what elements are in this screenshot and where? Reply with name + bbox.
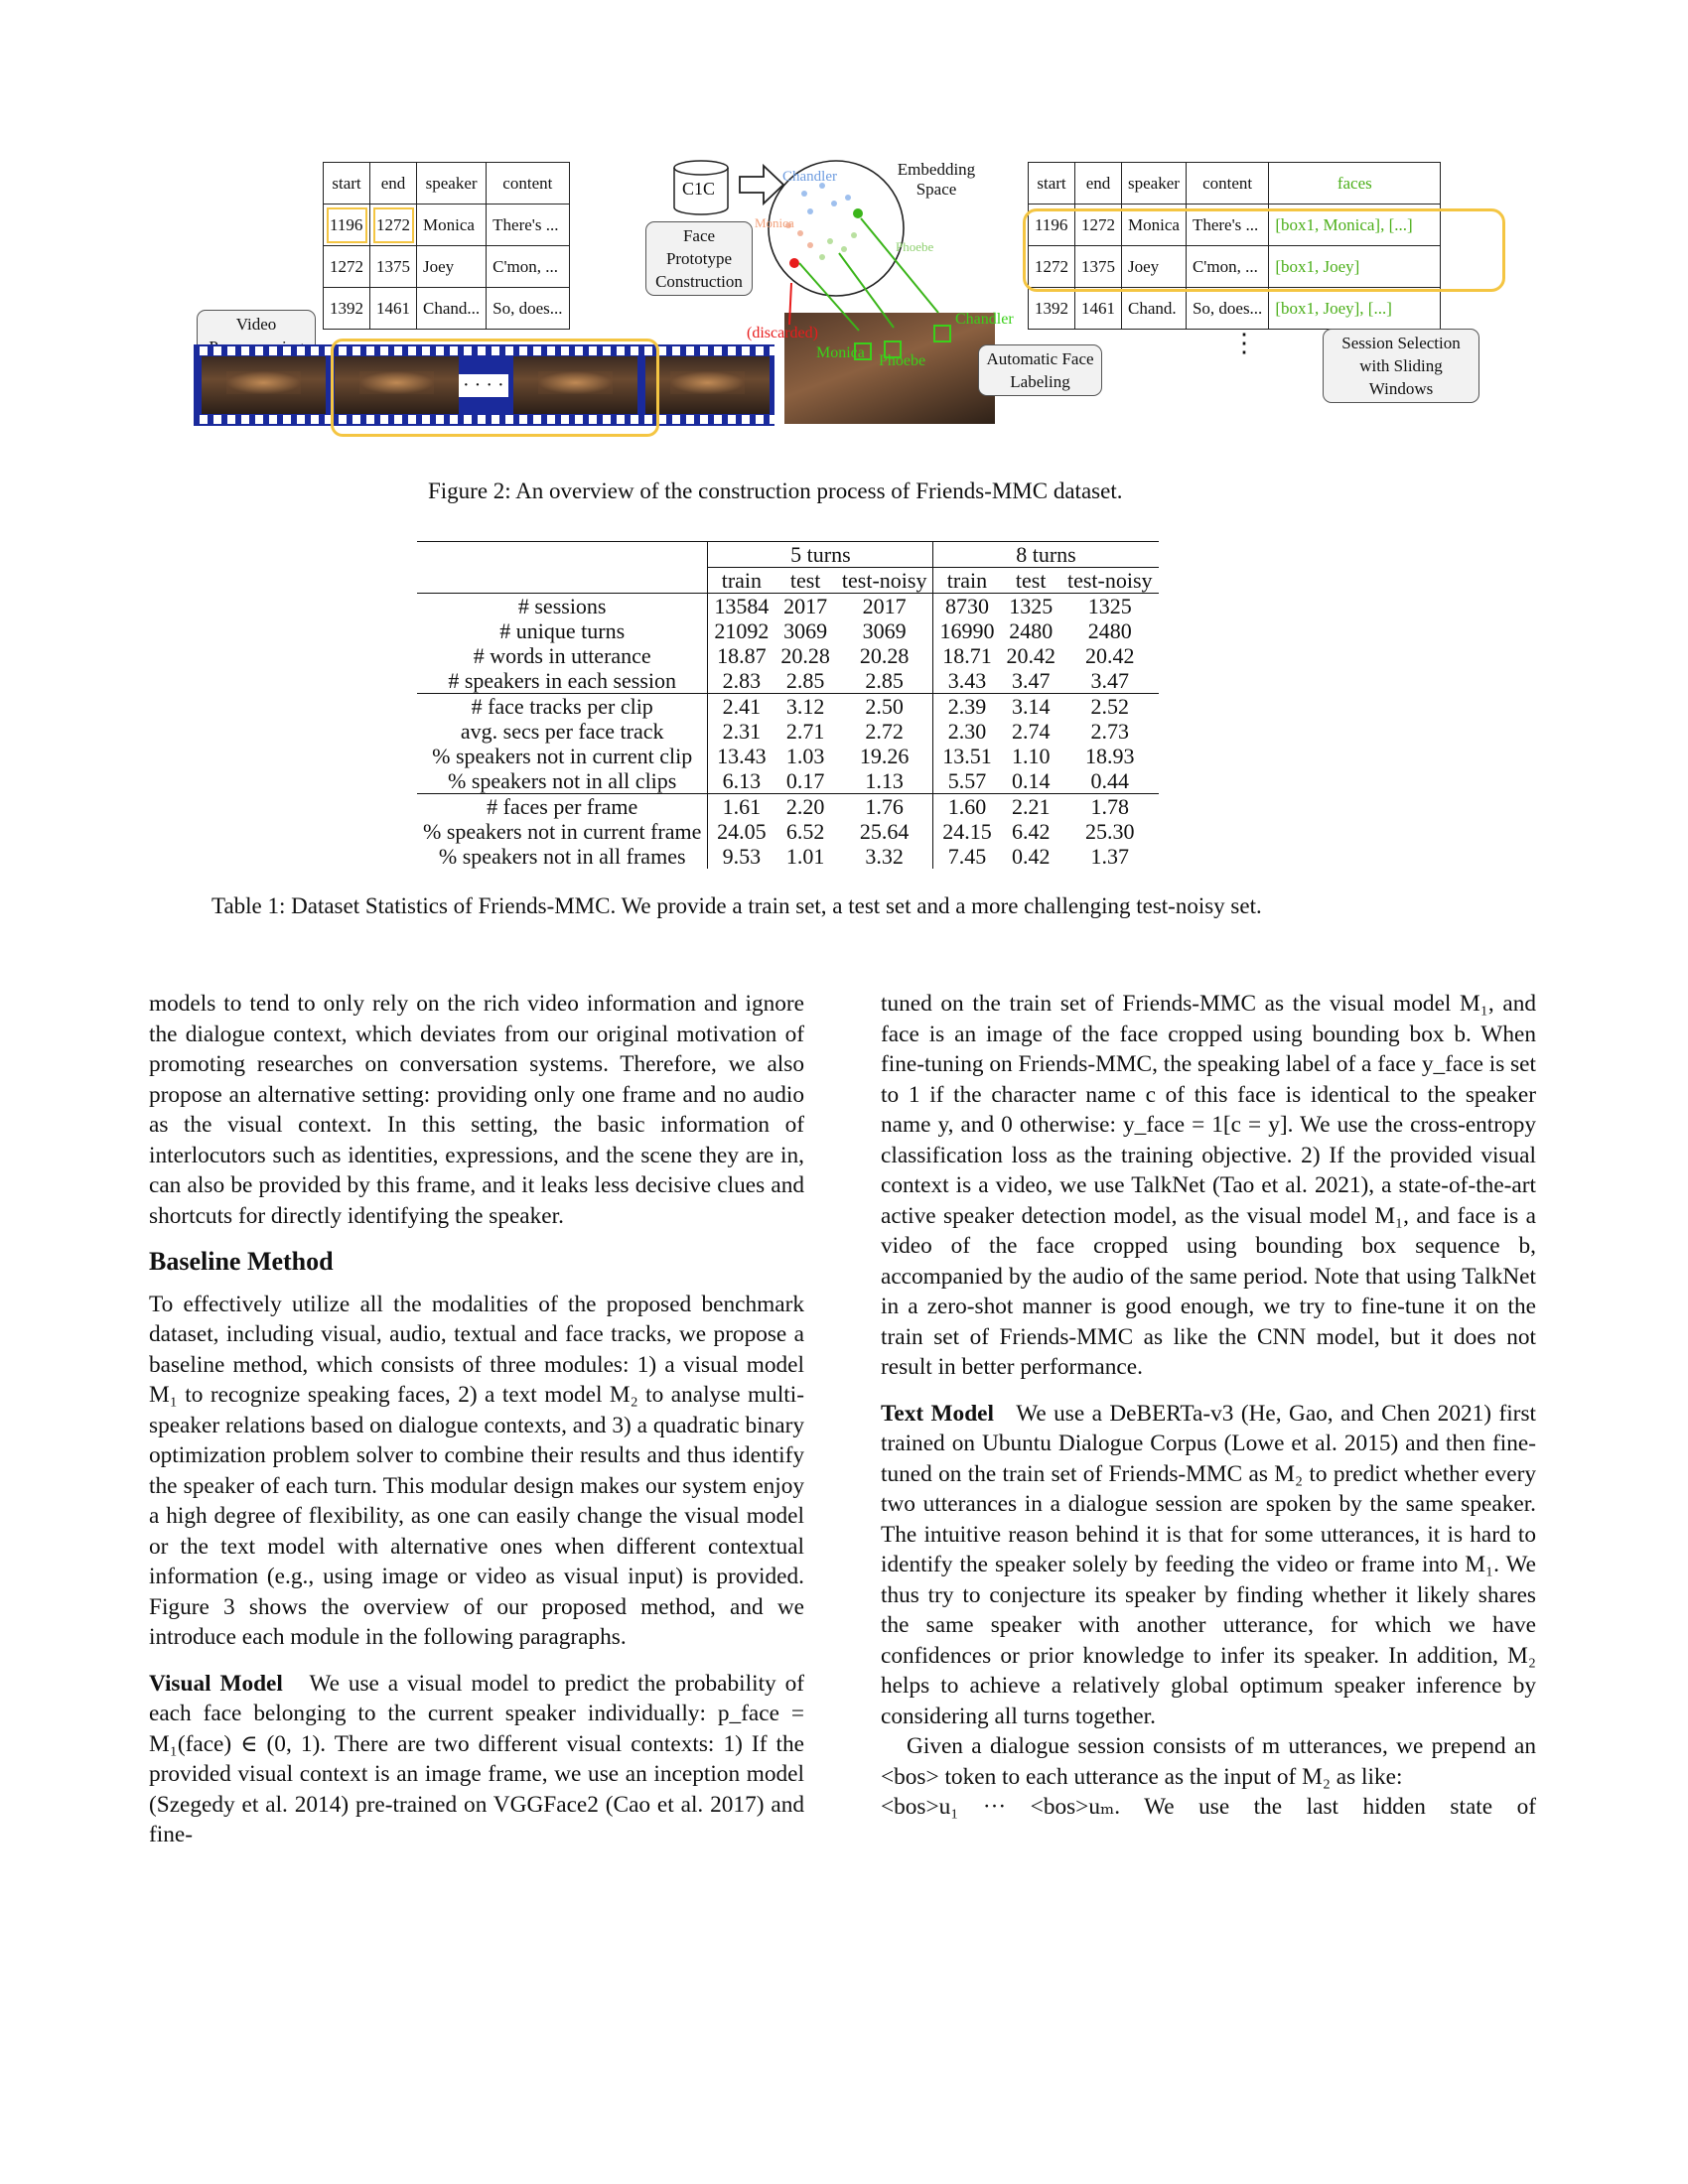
table-cell: 2.85 [785,668,825,693]
table-cell: 3069 [783,618,828,643]
table-cell: 6.42 [1011,819,1051,844]
table-cell: 2.72 [836,719,933,744]
table-cell: 2.21 [1000,794,1061,820]
automatic-face-labeling-box: Automatic Face Labeling [978,344,1102,396]
table-cell: 20.42 [1084,643,1135,668]
cell: Chand... [417,288,487,330]
table-cell: 2017 [836,594,933,619]
chandler-cluster-label: Chandler [782,169,837,185]
table-cell: 20.28 [836,643,933,668]
table-cell: 0.17 [785,768,825,793]
table-cell: 2480 [1009,618,1054,643]
table-row [417,643,1159,668]
table-cell: 2.85 [836,668,933,694]
table-cell: 24.05 [717,819,767,844]
table-cell: 2.74 [1011,719,1051,744]
table-row [417,844,1159,869]
cell: C'mon, ... [487,246,569,288]
paragraph-heading: Text Model [881,1400,994,1427]
cell: 1272 [1029,246,1075,288]
cell: There's ... [1186,205,1268,246]
cell: So, does... [1186,288,1268,330]
paragraph: <bos>u₁ ··· <bos>uₘ. We use the last hidden state of [881,1794,1536,1820]
col-header: content [1186,163,1268,205]
table-cell: 21092 [714,618,770,643]
chandler-face-label: Chandler [955,311,1014,328]
figure-caption: Figure 2: An overview of the construction process of Friends-MMC dataset. [428,478,1123,503]
table-row [1029,288,1441,330]
col-header: speaker [1122,163,1187,205]
col-header: speaker [417,163,487,205]
cell: Chand. [1122,288,1187,330]
table-row [324,246,570,288]
cell: C'mon, ... [1186,246,1268,288]
cell: 1196 [1029,205,1075,246]
figure-left-table [323,162,570,330]
table-cell: 2.31 [722,719,762,744]
face-assignment-arrows [779,213,978,342]
paragraph [149,1669,804,1850]
table-cell: 2.71 [785,719,825,744]
table-cell: 6.52 [785,819,825,844]
table-row [417,618,1159,643]
table-cell: 2.52 [1061,694,1159,720]
table-row [324,288,570,330]
row-label: % speakers not in all clips [417,768,708,794]
table-cell: 8730 [933,594,1001,619]
phoebe-cluster-label: Phoebe [896,239,934,254]
table-cell: 7.45 [947,844,987,869]
table-cell: 1325 [1061,594,1159,619]
cell: 1272 [370,205,417,246]
table-cell: 0.42 [1011,844,1051,869]
c1c-label: C1C [682,179,716,199]
cell: [box1, Joey], [...] [1269,288,1441,330]
table-row [417,794,1159,820]
paragraph: tuned on the train set of Friends-MMC as the visual model M₁, and face is an image of the face cropped using bounding box b. When fine-tuning on Friends-MMC, the speaking label of a face y_face is set to 1 if the character name c of this face is identical to the speaker name y, and 0 otherwise: y_face = 1[c = y]. We use the cross-entropy classification loss as the training objective. 2) If the provided visual context is a video, we use TalkNet (Tao et al. 2021), a state-of-the-art active speaker detection model, as the visual model M₁, and face is a video of the face cropped using bounding box sequence b, accompanied by the audio of the same period. Note that using TalkNet in a zero-shot manner is good enough, we try to fine-tune it on the train set of Friends-MMC as like the CNN model, but it does not result in better performance. [881,991,1536,1380]
cell: Joey [1122,246,1187,288]
table-cell: 1.60 [933,794,1001,820]
sliding-window-highlight [1023,208,1505,292]
table-cell: 13.43 [717,744,767,768]
table-cell: 0.14 [1011,768,1051,793]
table-cell: 3069 [836,618,933,643]
row-label: % speakers not in current frame [417,819,708,844]
paragraph: models to tend to only rely on the rich video information and ignore the dialogue context, which deviates from our original motivation of promoting researches on conversation systems. Therefore, we also propose an alternative setting: providing only one frame and no audio as the visual context. In this setting, the basic information of interlocutors such as identities, expressions, and the scene they are in, can also be provided by this frame, and it leaks less decisive clues and shortcuts for directly identifying the speaker. [149,991,804,1229]
table-cell: 20.42 [1006,643,1055,668]
table-cell: 25.64 [836,819,933,844]
table-cell: 1325 [1000,594,1061,619]
table-cell: 1.37 [1090,844,1129,869]
table-cell: 2.20 [774,794,836,820]
table-cell: 9.53 [722,844,762,869]
col-header: faces [1269,163,1441,205]
table-cell: 2.73 [1090,719,1129,744]
cell: 1461 [370,288,417,330]
col-header: end [370,163,417,205]
paragraph-text: We use a DeBERTa-v3 (He, Gao, and Chen 2021) first trained on Ubuntu Dialogue Corpus (Lowe et al. 2015) and then fine-tuned on the train set of Friends-MMC as M₂ to predict whether every two utterances in a dialogue session are spoken by the same speaker. The intuitive reason behind it is that for some utterances, it is hard to identify the speaker solely by feeding the video or frame into M₁. We thus try to conjecture its speaker by finding whether it likely shares the same speaker with another utterance, for which we have confidences or prior knowledge to infer its speaker. In addition, M₂ helps to achieve a relatively global optimum speaker inference by considering all turns together. [881,1400,1536,1729]
table-cell: 16990 [939,618,995,643]
table-cell: 24.15 [942,819,992,844]
table-cell: 3.47 [1011,668,1051,693]
table-cell: 13.51 [942,744,992,768]
discarded-label: (discarded) [747,325,818,341]
table-cell: 5.57 [947,768,987,793]
cell: 1272 [1075,205,1122,246]
table-cell: 19.26 [836,744,933,768]
col-header: test [789,568,821,593]
table-cell: 1.13 [836,768,933,794]
row-label: # faces per frame [417,794,708,820]
paragraph [881,1399,1536,1732]
table-cell: 1.10 [1011,744,1051,768]
table-cell: 1.61 [708,794,775,820]
table-row [417,694,1159,720]
table-cell: 18.71 [942,643,992,668]
table-cell: 2.41 [708,694,775,720]
row-label: # sessions [417,594,708,619]
session-selection-box: Session Selection with Sliding Windows [1323,329,1479,403]
table-cell: 1.01 [785,844,825,869]
col-header: end [1075,163,1122,205]
col-header: test-noisy [1066,568,1153,593]
cell: 1392 [1029,288,1075,330]
col-header: content [487,163,569,205]
video-preprocessing-box: Video [197,310,316,361]
col-header: test-noisy [836,568,933,594]
col-header: start [324,163,370,205]
face-prototype-box: Face Prototype Construction [645,221,753,296]
table-cell: 18.93 [1084,744,1135,768]
table-cell: 1.76 [836,794,933,820]
cell: [box1, Joey] [1269,246,1441,288]
row-label: % speakers not in current clip [417,744,708,768]
paragraph: Given a dialogue session consists of m utterances, we prepend an <bos> token to each utterance as the input of M₂ as like: [881,1733,1536,1790]
paragraph-text: We use a visual model to predict the probability of each face belonging to the current speaker individually: p_face = M₁(face) ∈ (0, 1). There are two different visual contexts: 1) If the provided visual context is an image frame, we use an inception model (Szegedy et al. 2014) pre-trained on VGGFace2 (Cao et al. 2017) and fine- [149,1670,804,1847]
col-header: train [946,568,988,593]
col-header: train [721,568,763,593]
group-header: 8 turns [933,542,1159,568]
cell: There's ... [487,205,569,246]
embedding-space-label: Embedding Space [897,160,976,199]
right-column [881,989,1536,1839]
table-cell: 3.14 [1000,694,1061,720]
table-1-statistics [417,541,1159,869]
table-row [417,819,1159,844]
cell: Joey [417,246,487,288]
table-row [417,594,1159,619]
group-header: 5 turns [708,542,933,568]
figure-2 [189,154,1509,452]
table-cell: 18.87 [717,643,767,668]
cell: 1375 [1075,246,1122,288]
table-cell: 3.47 [1090,668,1129,693]
table-cell: 1.03 [785,744,825,768]
ellipsis: · · · · [459,374,508,397]
table-cell: 25.30 [1084,819,1135,844]
cell: Monica [417,205,487,246]
table-cell: 1.78 [1061,794,1159,820]
cell: 1272 [324,246,370,288]
table-cell: 3.43 [947,668,987,693]
phoebe-face-label: Phoebe [879,352,926,369]
table-cell: 2017 [774,594,836,619]
table-row [417,668,1159,694]
paragraph-heading: Visual Model [149,1670,283,1697]
table-row [417,744,1159,768]
left-column [149,989,804,1866]
table-cell: 2480 [1087,618,1132,643]
row-label: # face tracks per clip [417,694,708,720]
col-header: test [1015,568,1047,593]
cell: So, does... [487,288,569,330]
table-cell: 3.12 [774,694,836,720]
row-label: # speakers in each session [417,668,708,694]
monica-face-label: Monica [816,344,865,361]
cell: 1196 [324,205,370,246]
table-cell: 2.39 [933,694,1001,720]
monica-cluster-label: Monica [755,215,794,230]
cell: 1392 [324,288,370,330]
cell: 1461 [1075,288,1122,330]
row-label: # unique turns [417,618,708,643]
table-row [324,205,570,246]
cell: 1375 [370,246,417,288]
table-cell: 6.13 [722,768,762,793]
table-cell: 0.44 [1090,768,1129,793]
table-cell: 3.32 [836,844,933,869]
table-cell: 2.83 [722,668,762,693]
row-label: # words in utterance [417,643,708,668]
col-header: start [1029,163,1075,205]
table-cell: 2.30 [947,719,987,744]
paragraph: To effectively utilize all the modalities of the proposed benchmark dataset, including visual, audio, textual and face tracks, we propose a baseline method, which consists of three modules: 1) a visual model M₁ to recognize speaking faces, 2) a text model M₂ to analyse multi-speaker relations based on dialogue contexts, and 3) a quadratic binary optimization problem solver to combine their results and thus identify the speaker of each turn. This modular design makes our system enjoy a high degree of flexibility, as one can easily change the visual model or the text model with alternative ones when different contextual information (e.g., using image or video as visual input) is provided. Figure 3 shows the overview of our proposed method, and we introduce each module in the following paragraphs. [149,1291,804,1650]
vertical-ellipsis: ⋮ [1231,329,1257,357]
row-label: avg. secs per face track [417,719,708,744]
section-heading: Baseline Method [149,1247,334,1276]
row-label: % speakers not in all frames [417,844,708,869]
table-cell: 20.28 [780,643,830,668]
cell: [box1, Monica], [...] [1269,205,1441,246]
table-cell: 2.50 [836,694,933,720]
table-row [417,768,1159,794]
table-cell: 13584 [708,594,775,619]
table-row [417,719,1159,744]
table-caption: Table 1: Dataset Statistics of Friends-MMC. We provide a train set, a test set and a more challenging test-noisy set. [211,893,1262,918]
cell: Monica [1122,205,1187,246]
